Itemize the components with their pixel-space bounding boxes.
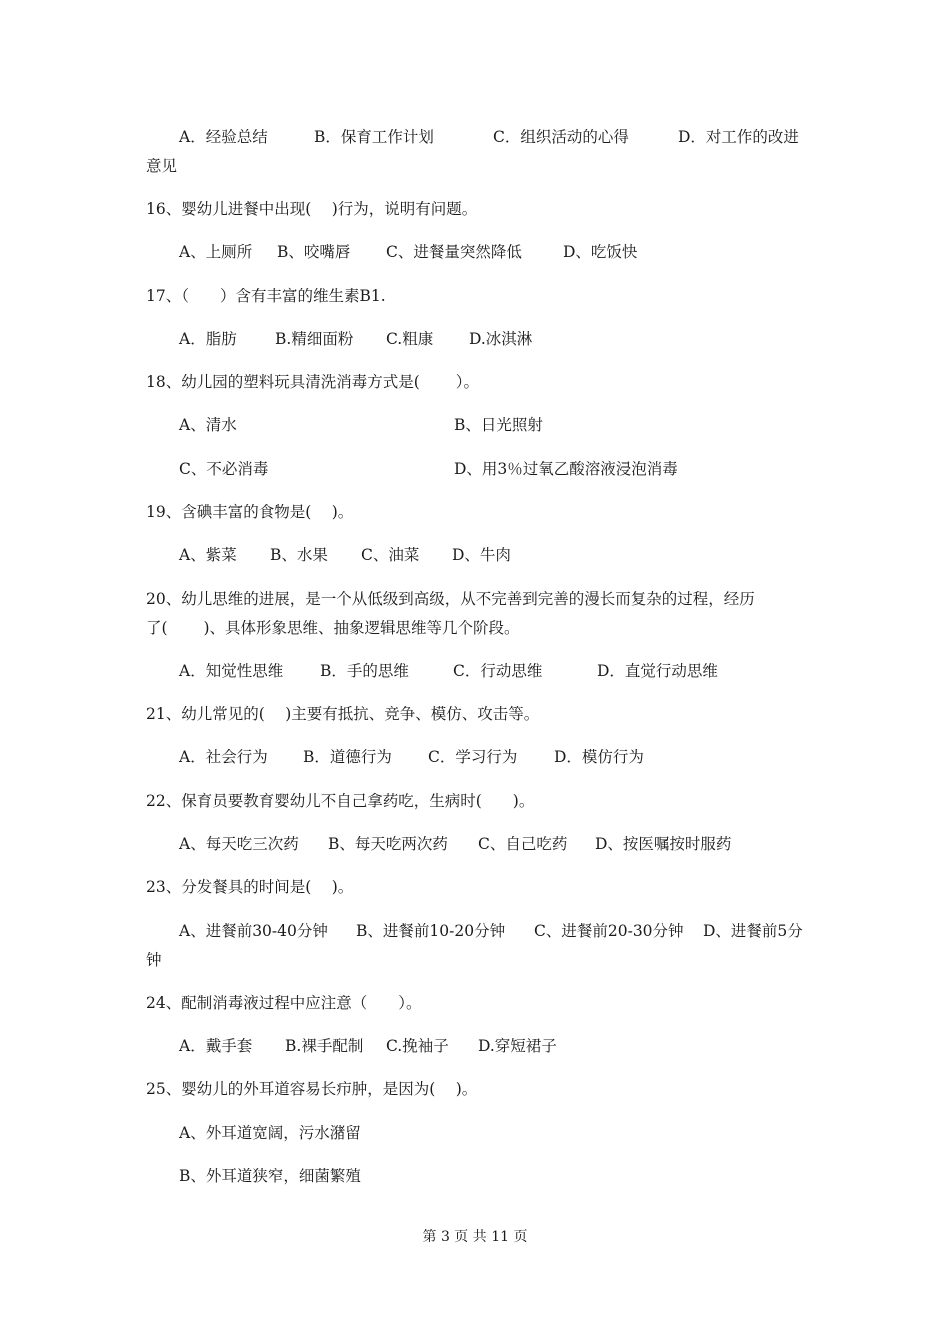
- q18-option-b: B、日光照射: [454, 416, 543, 434]
- q22-option-a: A、每天吃三次药: [179, 835, 299, 853]
- q19-option-b: B、水果: [270, 546, 328, 564]
- q15-option-c: C．组织活动的心得: [493, 128, 629, 146]
- q23-option-a: A、进餐前30-40分钟: [179, 922, 328, 940]
- q20-option-c: C．行动思维: [453, 662, 543, 680]
- q22-option-b: B、每天吃两次药: [328, 835, 448, 853]
- q16-option-b: B、咬嘴唇: [277, 243, 351, 261]
- q20-option-b: B．手的思维: [320, 662, 409, 680]
- question-20-continued: 了( )、具体形象思维、抽象逻辑思维等几个阶段。: [146, 619, 520, 637]
- q18-option-c: C、不必消毒: [179, 460, 269, 478]
- question-19: 19、含碘丰富的食物是( )。: [146, 503, 354, 521]
- q15-option-a: A．经验总结: [179, 128, 268, 146]
- question-16: 16、婴幼儿进餐中出现( )行为，说明有问题。: [146, 200, 478, 218]
- q15-option-d: D．对工作的改进: [678, 128, 799, 146]
- q16-option-a: A、上厕所: [179, 243, 253, 261]
- q19-option-d: D、牛肉: [452, 546, 511, 564]
- question-24: 24、配制消毒液过程中应注意（ ）。: [146, 994, 422, 1012]
- q22-option-c: C、自己吃药: [478, 835, 568, 853]
- question-25: 25、婴幼儿的外耳道容易长疖肿，是因为( )。: [146, 1080, 478, 1098]
- q15-option-d-continued: 意见: [146, 157, 178, 175]
- q17-option-a: A．脂肪: [179, 330, 237, 348]
- q21-option-a: A．社会行为: [179, 748, 268, 766]
- q19-option-c: C、油菜: [361, 546, 420, 564]
- q18-option-d: D、用3％过氧乙酸溶液浸泡消毒: [454, 460, 678, 478]
- q21-option-c: C．学习行为: [428, 748, 518, 766]
- q25-option-b: B、外耳道狭窄，细菌繁殖: [179, 1167, 361, 1185]
- question-22: 22、保育员要教育婴幼儿不自己拿药吃，生病时( )。: [146, 792, 535, 810]
- q18-option-a: A、清水: [179, 416, 237, 434]
- q16-option-c: C、进餐量突然降低: [386, 243, 522, 261]
- q17-option-c: C.粗康: [386, 330, 434, 348]
- q23-option-c: C、进餐前20-30分钟: [534, 922, 684, 940]
- q24-option-b: B.裸手配制: [285, 1037, 364, 1055]
- q17-option-b: B.精细面粉: [275, 330, 354, 348]
- q25-option-a: A、外耳道宽阔，污水潴留: [179, 1124, 361, 1142]
- q23-option-d-continued: 钟: [146, 951, 162, 969]
- q19-option-a: A、紫菜: [179, 546, 237, 564]
- q23-option-b: B、进餐前10-20分钟: [356, 922, 506, 940]
- q16-option-d: D、吃饭快: [563, 243, 638, 261]
- question-17: 17、（ ）含有丰富的维生素B1.: [146, 287, 386, 305]
- q17-option-d: D.冰淇淋: [469, 330, 533, 348]
- q24-option-d: D.穿短裙子: [478, 1037, 557, 1055]
- question-23: 23、分发餐具的时间是( )。: [146, 878, 354, 896]
- question-21: 21、幼儿常见的( )主要有抵抗、竞争、模仿、攻击等。: [146, 705, 540, 723]
- q15-option-b: B．保育工作计划: [314, 128, 434, 146]
- q21-option-b: B．道德行为: [303, 748, 392, 766]
- q20-option-d: D．直觉行动思维: [597, 662, 718, 680]
- question-20: 20、幼儿思维的进展，是一个从低级到高级，从不完善到完善的漫长而复杂的过程，经历: [146, 590, 755, 608]
- q22-option-d: D、按医嘱按时服药: [595, 835, 732, 853]
- question-18: 18、幼儿园的塑料玩具清洗消毒方式是( ）。: [146, 373, 479, 391]
- q20-option-a: A．知觉性思维: [179, 662, 284, 680]
- q23-option-d: D、进餐前5分: [703, 922, 803, 940]
- q24-option-a: A．戴手套: [179, 1037, 253, 1055]
- page-footer: 第 3 页 共 11 页: [422, 1229, 528, 1245]
- q21-option-d: D．模仿行为: [554, 748, 644, 766]
- q24-option-c: C.挽袖子: [386, 1037, 449, 1055]
